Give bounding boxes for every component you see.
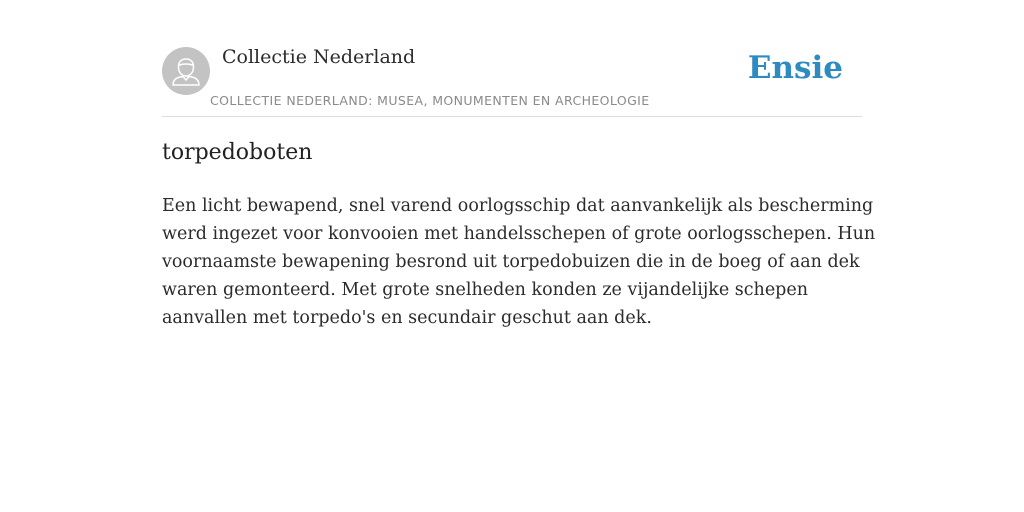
- entry-body-line: werd ingezet voor konvooien met handelsschepen of grote oorlogsschepen. Hun: [162, 224, 876, 244]
- user-icon: [162, 47, 210, 95]
- entry-body-line: Een licht bewapend, snel varend oorlogsschip dat aanvankelijk als bescherming: [162, 196, 874, 216]
- entry-body-line: waren gemonteerd. Met grote snelheden konden ze vijandelijke schepen: [162, 280, 809, 300]
- entry-title: torpedoboten: [162, 140, 313, 165]
- brand-logo[interactable]: Ensie: [747, 50, 843, 86]
- author-header: [162, 42, 862, 117]
- entry-body-line: voornaamste bewapening besrond uit torpedobuizen die in de boeg of aan dek: [162, 252, 860, 272]
- avatar[interactable]: [162, 47, 210, 95]
- author-subtitle: COLLECTIE NEDERLAND: MUSEA, MONUMENTEN EN ARCHEOLOGIE: [210, 93, 650, 108]
- entry-body-line: aanvallen met torpedo's en secundair geschut aan dek.: [162, 308, 652, 328]
- entry-body: [162, 192, 876, 332]
- author-name[interactable]: Collectie Nederland: [222, 46, 416, 68]
